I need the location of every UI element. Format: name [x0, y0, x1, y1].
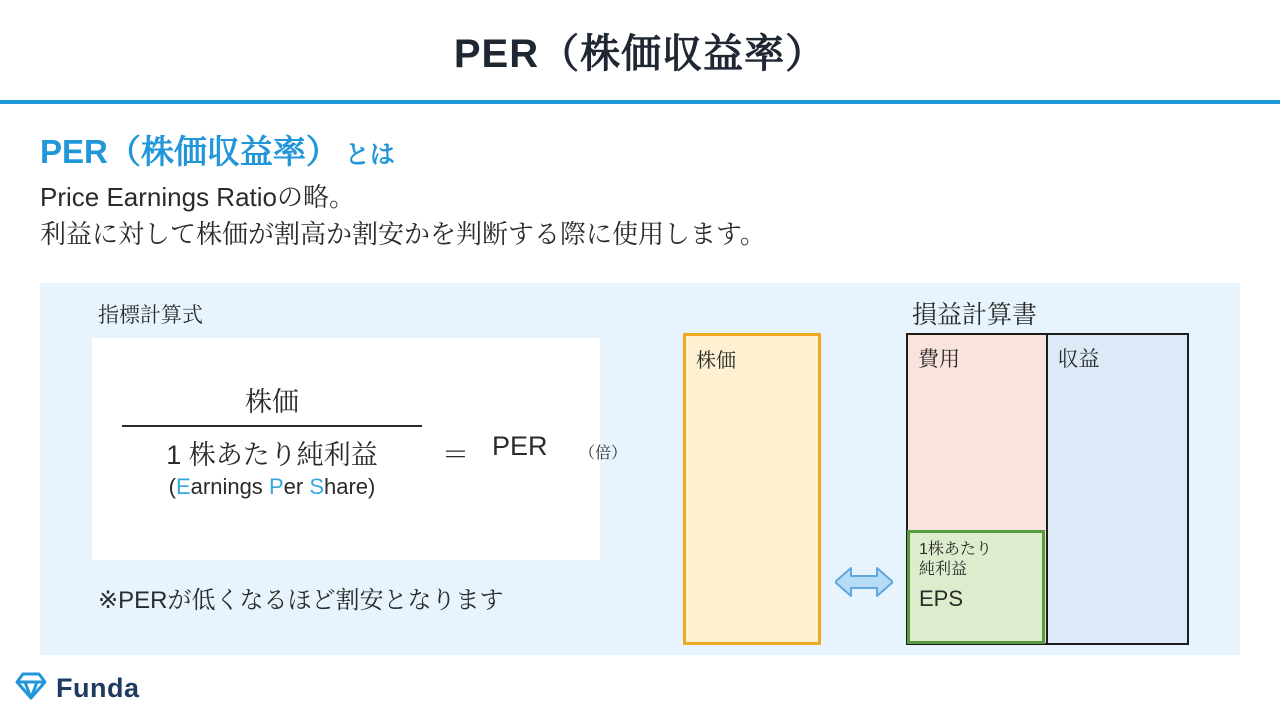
diamond-icon — [14, 671, 48, 706]
slide-header — [0, 0, 1280, 100]
lead-line-1: Price Earnings Ratioの略。 — [40, 182, 355, 212]
eps-english-part: arnings — [190, 474, 269, 499]
fraction-denominator-english — [122, 472, 422, 500]
fraction-denominator: 1 株あたり純利益 — [166, 440, 378, 470]
double-arrow-icon — [835, 565, 893, 599]
pl-revenue-column — [1048, 335, 1188, 643]
lead-section — [0, 104, 1280, 253]
equals-sign: ＝ — [442, 440, 469, 470]
formula-fraction — [122, 380, 422, 500]
lead-body — [40, 179, 1240, 253]
profit-loss-table — [906, 333, 1189, 645]
formula-section-label: 指標計算式 — [98, 304, 203, 327]
lead-term: PER（株価収益率） — [40, 133, 339, 170]
formula-note: ※PERが低くなるほど割安となります — [98, 587, 504, 614]
lead-term-suffix: とは — [344, 141, 395, 169]
formula-result: PER — [492, 431, 548, 461]
diagram-panel — [40, 283, 1240, 655]
pl-revenue-label: 収益 — [1057, 348, 1100, 371]
stock-price-label: 株価 — [696, 350, 736, 372]
eps-line-2: 純利益 — [919, 561, 968, 578]
lead-heading — [40, 126, 1240, 173]
eps-english-part: ( — [168, 474, 176, 499]
eps-english-part: er — [283, 474, 310, 499]
footer-logo — [14, 671, 140, 706]
eps-line-1: 1株あたり — [919, 541, 992, 558]
lead-line-2: 利益に対して株価が割高か割安かを判断する際に使用します。 — [40, 218, 766, 249]
eps-english-part: E — [175, 474, 191, 499]
page-title: PER（株価収益率） — [453, 31, 827, 76]
pl-section-label: 損益計算書 — [912, 301, 1038, 329]
formula-result-unit: （倍） — [579, 445, 628, 462]
stock-price-bar — [683, 333, 821, 645]
eps-label: EPS — [919, 586, 964, 611]
eps-english-part: P — [268, 474, 284, 499]
pl-expense-label: 費用 — [918, 348, 960, 371]
eps-english-part: hare) — [324, 474, 376, 499]
logo-text: Funda — [56, 673, 140, 703]
eps-box — [907, 530, 1045, 644]
pl-expense-column — [908, 335, 1048, 643]
eps-english-part: S — [309, 474, 324, 499]
fraction-numerator: 株価 — [245, 387, 299, 417]
formula-box — [92, 338, 628, 560]
